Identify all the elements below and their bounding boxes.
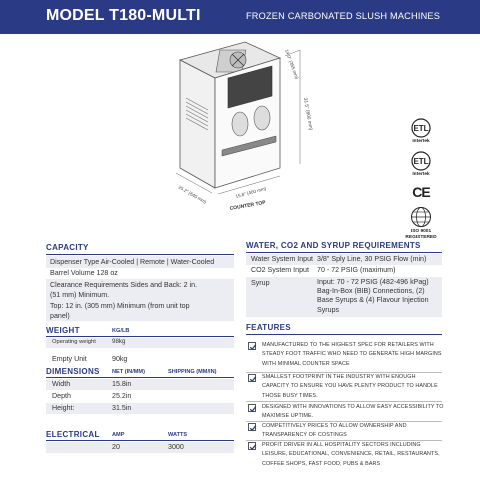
weight-op-label: Operating weight <box>52 339 96 345</box>
dim-top-label: 14.0" (355 mm) <box>284 48 300 80</box>
feature-item-2 <box>246 373 442 403</box>
weight-empty-row <box>46 354 234 364</box>
model-title: MODEL T180-MULTI <box>46 7 201 24</box>
capacity-barrel: Barrel Volume 128 oz <box>50 269 118 277</box>
dimensions-rule <box>46 377 234 378</box>
feature-item-3 <box>246 403 442 423</box>
clearance-line-4: panel) <box>50 311 70 320</box>
counter-top-label: COUNTER TOP <box>229 199 267 212</box>
feature-item-4 <box>246 422 442 442</box>
checkbox-icon <box>248 404 256 412</box>
certifications <box>394 118 448 247</box>
etl-icon <box>408 151 434 171</box>
electrical-amp-head: AMP <box>112 432 125 438</box>
feature-text-2: SMALLEST FOOTPRINT IN THE INDUSTRY WITH ENOUGH CAPACITY TO ENSURE YOU HAVE PLENTY PRODUCT TO HANDLE THOSE BUSY TIMES. <box>262 374 438 399</box>
electrical-row <box>46 442 234 453</box>
tagline: FROZEN CARBONATED SLUSH MACHINES <box>246 11 441 21</box>
water-syrup-label: Syrup <box>251 279 270 287</box>
electrical-watts-head: WATTS <box>168 432 188 438</box>
dim-width-row-value: 15.8in <box>112 380 132 388</box>
dim-row-height <box>46 403 234 414</box>
dim-width-label: 15.8" (400 mm) <box>234 185 267 199</box>
feature-sep <box>246 401 442 402</box>
electrical-amp: 20 <box>112 443 120 451</box>
electrical-title: ELECTRICAL <box>46 430 100 439</box>
clearance-line-2: (51 mm) Minimum. <box>50 291 110 300</box>
water-title: WATER, CO2 AND SYRUP REQUIREMENTS <box>246 241 421 250</box>
capacity-dispenser: Dispenser Type Air-Cooled | Remote | Water-Cooled <box>46 256 234 268</box>
feature-item-1 <box>246 341 442 373</box>
clearance-line-1: Clearance Requirements Sides and Back: 2 in. <box>50 281 198 289</box>
dim-height-row-value: 31.5in <box>112 404 132 412</box>
weight-unit-head: KG/LB <box>112 328 130 334</box>
svg-text:ETL: ETL <box>413 156 429 166</box>
checkbox-icon <box>248 374 256 382</box>
dim-depth-row-label: Depth <box>52 392 71 400</box>
dim-depth-label: 25.2" (640 mm) <box>177 184 208 205</box>
feature-text-5: PROFIT DRIVER IN ALL HOSPITALITY SECTORS INCLUDING LEISURE, EDUCATIONAL, CONVENIENCE, RETAIL, RESTAURANTS, COFFEE SHOPS, FAST FOOD, PUBS & BARS <box>262 442 440 467</box>
syrup-line-3: Base Syrups & (4) Flavour Injection <box>317 296 429 305</box>
dim-row-depth <box>46 391 234 402</box>
feature-text-3: DESIGNED WITH INNOVATIONS TO ALLOW EASY ACCESSIBILITY TO MAXIMISE UPTIME. <box>262 404 444 420</box>
iso-line1: ISO 9001 <box>410 228 432 234</box>
features-title: FEATURES <box>246 323 291 332</box>
ce-mark: CE <box>412 183 430 200</box>
water-rule <box>246 252 442 253</box>
weight-op-value: 98kg <box>112 338 126 345</box>
electrical-rule <box>46 440 234 441</box>
water-system-row <box>246 254 442 265</box>
etl-sub-2: Intertek <box>412 171 430 177</box>
dim-height-row-label: Height: <box>52 404 75 412</box>
etl-sub-1: Intertek <box>412 139 430 144</box>
dim-height-label: 31.5" (800 mm) <box>302 97 313 131</box>
etl-cert-1 <box>394 118 448 145</box>
etl-cert-2 <box>394 151 448 178</box>
capacity-title: CAPACITY <box>46 243 89 252</box>
water-system-label: Water System Input <box>251 255 314 263</box>
checkbox-icon <box>248 442 256 450</box>
weight-op-row <box>46 338 234 348</box>
header-bar <box>0 0 480 34</box>
syrup-line-1: Input: 70 - 72 PSIG (482-496 kPag) <box>317 278 429 286</box>
dim-width-row-label: Width <box>52 380 71 388</box>
feature-text-4: COMPETITIVELY PRICES TO ALLOW OWNERSHIP AND TRANSPARENCY OF COSTINGS <box>262 423 407 439</box>
syrup-line-2: Bag-In-Box (BIB) Connections, (2) <box>317 287 425 296</box>
weight-rule <box>46 336 234 337</box>
dimensions-ship-head: SHIPPING (MM/IN) <box>168 369 217 375</box>
ce-cert <box>394 184 448 200</box>
water-system-value: 3/8" Sply Line, 30 PSIG Flow (min) <box>317 255 427 263</box>
dimensions-net-head: NET (IN/MM) <box>112 369 145 375</box>
water-syrup-value <box>317 278 429 315</box>
weight-title: WEIGHT <box>46 326 80 335</box>
feature-text-1: MANUFACTURED TO THE HIGHEST SPEC FOR RETAILERS WITH STEADY FOOT TRAFFIC WHO NEED TO GENERATE HIGH MARGINS WITH MINIMAL COUNTER SPACE <box>262 342 442 367</box>
svg-text:ETL: ETL <box>413 124 429 133</box>
electrical-watts: 3000 <box>168 443 184 451</box>
water-co2-row <box>246 265 442 276</box>
feature-item-5 <box>246 441 442 473</box>
capacity-rule <box>46 254 234 255</box>
capacity-clearance <box>46 279 234 321</box>
etl-icon <box>408 118 434 138</box>
checkbox-icon <box>248 423 256 431</box>
weight-empty-label: Empty Unit <box>52 355 87 363</box>
clearance-line-3: Top: 12 in. (305 mm) Minimum (from unit top <box>50 301 190 310</box>
iso-line2: REGISTERED <box>405 235 437 241</box>
dim-depth-row-value: 25.2in <box>112 392 132 400</box>
machine-diagram <box>150 38 360 218</box>
water-co2-label: CO2 System Input <box>251 266 309 274</box>
checkbox-icon <box>248 342 256 350</box>
weight-empty-value: 90kg <box>112 355 128 363</box>
water-syrup-row <box>246 277 442 317</box>
dimensions-title: DIMENSIONS <box>46 367 100 376</box>
iso-cert <box>394 206 448 242</box>
dim-row-width <box>46 379 234 390</box>
features-rule <box>246 334 442 335</box>
iso-globe-icon <box>410 206 432 228</box>
syrup-line-4: Syrups <box>317 305 340 314</box>
water-co2-value: 70 - 72 PSIG (maximum) <box>317 266 396 274</box>
